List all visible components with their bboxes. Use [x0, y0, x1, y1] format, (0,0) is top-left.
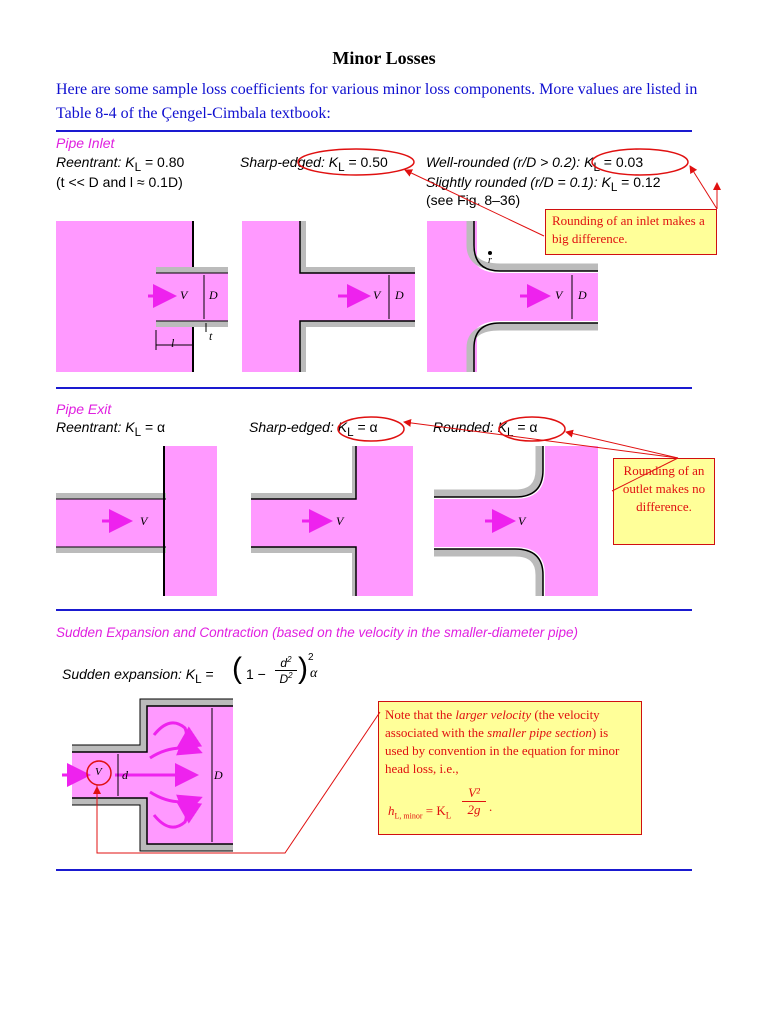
inlet2-d-label: D	[395, 288, 404, 302]
inlet-well-rounded-label: Well-rounded (r/D > 0.2): $K_L = 0.03$	[426, 154, 644, 174]
inlet3-v-label: V	[555, 288, 563, 302]
inlet3-d-label: D	[578, 288, 587, 302]
exit2-v-label: V	[336, 514, 344, 528]
inlet-reentrant-label: Reentrant: $K_L = 0.80$	[56, 154, 185, 174]
formula-paren-open: (	[232, 652, 242, 685]
inlet1-d-label: D	[209, 288, 218, 302]
exit-reentrant-diagram	[56, 446, 217, 596]
inlet1-t-label: t	[209, 329, 213, 343]
inlet-sharp-label: Sharp-edged: $K_L = 0.50$	[240, 154, 388, 174]
exit-callout: Rounding of an outlet makes no difference.	[613, 458, 715, 545]
pipe-inlet-heading: Pipe Inlet	[56, 135, 115, 151]
exit-reentrant-label: Reentrant: $K_L = \alpha$	[56, 419, 166, 439]
head-loss-equation: $h_{L, minor} = K_L$	[388, 803, 452, 821]
expansion-callout: Note that the larger velocity (the velocity associated with the smaller pipe section) is used by convention in the equation for minor head loss, i.e.,	[378, 701, 642, 835]
inlet-slightly-rounded-label: Slightly rounded (r/D = 0.1): $K_L = 0.12$	[426, 174, 661, 194]
pipe-exit-heading: Pipe Exit	[56, 401, 112, 417]
expansion-v-label: V	[95, 766, 102, 778]
expansion-d-small-label: d	[122, 768, 128, 782]
formula-fraction: $d^2$ $D^2$	[275, 655, 297, 686]
inlet-reentrant-diagram	[56, 221, 228, 372]
formula-alpha: α	[310, 666, 318, 681]
formula-one: 1 −	[246, 666, 266, 682]
inlet-rounded-diagram	[427, 221, 598, 372]
intro-paragraph: Here are some sample loss coefficients for various minor loss components. More values are listed in Table 8-4 of the Çengel-Cimbala textbook:	[56, 81, 698, 122]
exit3-v-label: V	[518, 514, 526, 528]
inlet2-v-label: V	[373, 288, 381, 302]
expansion-D-label: D	[214, 768, 223, 782]
exit-sharp-label: Sharp-edged: $K_L = \alpha$	[249, 419, 378, 439]
exit-sharp-diagram	[251, 446, 413, 596]
inlet-reentrant-condition: (t << D and l ≈ 0.1D)	[56, 174, 183, 190]
inlet1-l-label: l	[171, 336, 175, 350]
exit-rounded-label: Rounded: $K_L = \alpha$	[433, 419, 538, 439]
inlet-see-figure: (see Fig. 8–36)	[426, 192, 521, 208]
inlet3-r-label: r	[488, 255, 492, 266]
head-loss-period: .	[489, 799, 493, 814]
inlet-callout: Rounding of an inlet makes a big difference.	[545, 209, 717, 255]
inlet-sharp-diagram	[242, 221, 415, 372]
expansion-formula-label: Sudden expansion: $K_L$ =	[62, 666, 214, 686]
formula-paren-close: )	[298, 652, 308, 685]
formula-exponent: 2	[308, 652, 314, 663]
expansion-heading: Sudden Expansion and Contraction (based on the velocity in the smaller-diameter pipe)	[56, 625, 579, 640]
exit-rounded-diagram	[434, 446, 598, 596]
head-loss-fraction: V² 2g	[462, 785, 486, 818]
exit1-v-label: V	[140, 514, 148, 528]
page-title: Minor Losses	[332, 48, 436, 68]
inlet1-v-label: V	[180, 288, 188, 302]
